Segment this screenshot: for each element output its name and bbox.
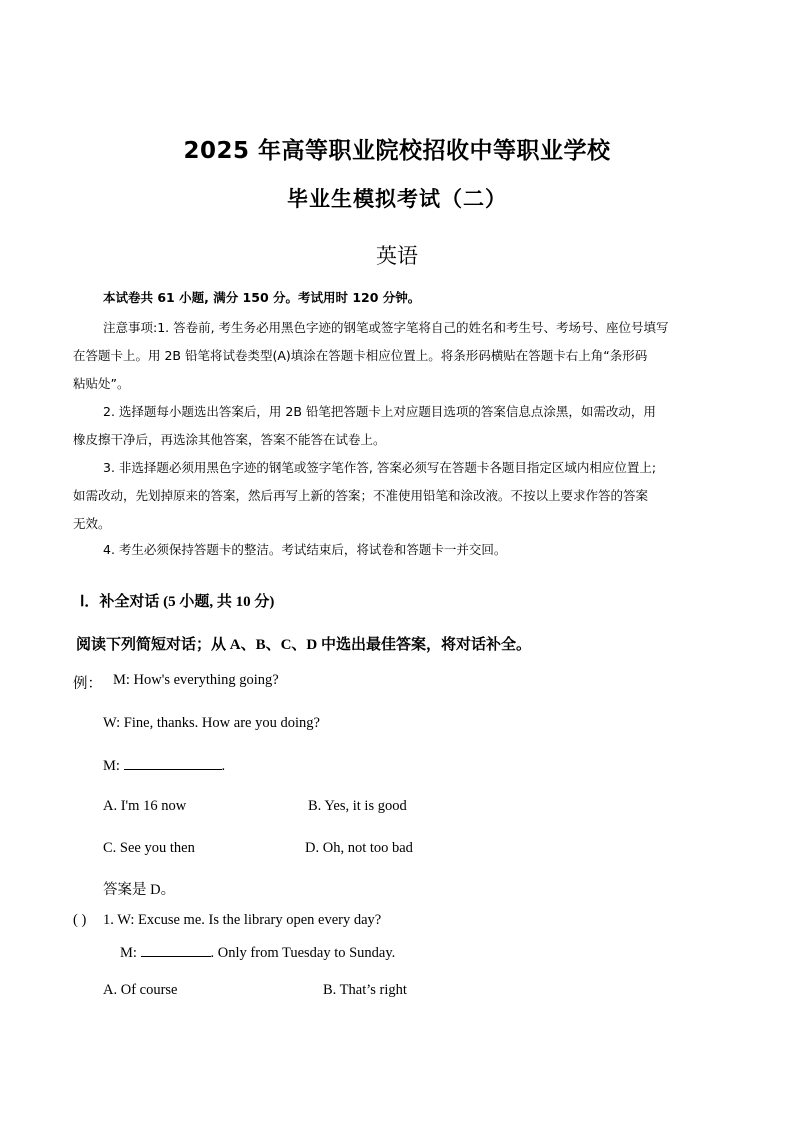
instructions-summary: 本试卷共 61 小题, 满分 150 分。考试用时 120 分钟。: [103, 290, 421, 305]
instructions-item1-line1: 注意事项:1. 答卷前, 考生务必用黑色字迹的钢笔或签字笔将自己的姓名和考生号、考场号、座位号填写: [103, 320, 669, 335]
title-line-1: 2025 年高等职业院校招收中等职业学校: [183, 138, 611, 164]
example-option-d[interactable]: D. Oh, not too bad: [305, 840, 413, 856]
instructions-item2-line2: 橡皮擦干净后，再选涂其他答案，答案不能答在试卷上。: [73, 432, 386, 447]
example-option-c[interactable]: C. See you then: [103, 840, 195, 856]
example-line-m1: M: How's everything going?: [113, 672, 279, 688]
question-1-option-a[interactable]: A. Of course: [103, 982, 178, 998]
example-option-b[interactable]: B. Yes, it is good: [308, 798, 407, 814]
instructions-item1-line2: 在答题卡上。用 2B 铅笔将试卷类型(A)填涂在答题卡相应位置上。将条形码横贴在答题卡右上角“条形码: [73, 348, 648, 363]
example-m2-prefix: M:: [103, 758, 120, 774]
example-line-m2: [103, 757, 225, 775]
question-1-bracket[interactable]: ( ): [73, 912, 87, 928]
subject-title: 英语: [376, 244, 418, 268]
instructions-item4: 4. 考生必须保持答题卡的整洁。考试结束后，将试卷和答题卡一并交回。: [103, 542, 507, 557]
question-1-line-w: 1. W: Excuse me. Is the library open every day?: [103, 912, 382, 928]
question-1-m-suffix: . Only from Tuesday to Sunday.: [210, 945, 396, 961]
example-answer: 答案是 D。: [103, 882, 176, 898]
instructions-item3-line2: 如需改动，先划掉原来的答案，然后再写上新的答案；不准使用铅笔和涂改液。不按以上要求作答的答案: [73, 488, 649, 503]
question-1-answer-blank[interactable]: [141, 944, 211, 957]
example-answer-blank[interactable]: [124, 757, 222, 770]
title-line-2: 毕业生模拟考试（二）: [287, 187, 507, 211]
example-label: 例：: [73, 676, 102, 692]
section1-heading: Ⅰ．补全对话 (5 小题, 共 10 分): [80, 594, 275, 610]
instructions-item3-line3: 无效。: [73, 516, 111, 531]
question-1-m-prefix: M:: [120, 945, 137, 961]
question-1-line-m: [120, 944, 395, 962]
instructions-item2-line1: 2. 选择题每小题选出答案后，用 2B 铅笔把答题卡上对应题目选项的答案信息点涂黑，如需改动，用: [103, 404, 656, 419]
instructions-item1-line3: 粘贴处”。: [73, 376, 130, 391]
instructions-item3-line1: 3. 非选择题必须用黑色字迹的钢笔或签字笔作答, 答案必须写在答题卡各题目指定区域内相应位置上;: [103, 460, 657, 475]
example-m2-suffix: .: [221, 758, 226, 774]
example-option-a[interactable]: A. I'm 16 now: [103, 798, 187, 814]
section1-directions: 阅读下列简短对话；从 A、B、C、D 中选出最佳答案，将对话补全。: [76, 637, 532, 653]
example-line-w: W: Fine, thanks. How are you doing?: [103, 715, 320, 731]
question-1-option-b[interactable]: B. That’s right: [323, 982, 407, 998]
